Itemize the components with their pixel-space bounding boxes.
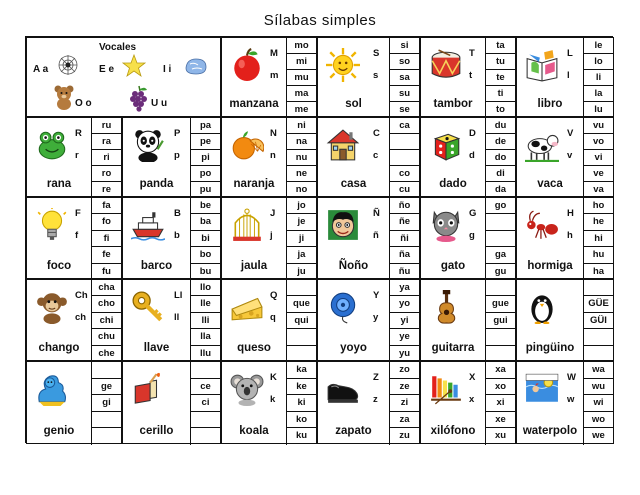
letter-upper: Ñ	[373, 208, 380, 219]
letter-upper: J	[270, 208, 276, 219]
word-label: chango	[38, 342, 80, 354]
syllable-box: GÜI	[583, 313, 613, 329]
word-label: llave	[143, 342, 170, 354]
syllable-box: mi	[286, 54, 316, 70]
syllable-box: llo	[190, 280, 220, 296]
card-22	[26, 361, 122, 444]
syllable-box	[286, 280, 316, 296]
syllable-box: vo	[583, 134, 613, 150]
syllable-box	[485, 280, 515, 296]
word-label: yoyo	[340, 342, 367, 354]
card-14	[420, 197, 516, 279]
boy-face-icon	[326, 208, 360, 242]
syllable-box: lle	[190, 296, 220, 312]
syllable-box: zo	[389, 362, 419, 379]
letter-upper: C	[373, 128, 380, 139]
syllable-box: que	[286, 296, 316, 312]
syllable-box: we	[583, 428, 613, 445]
syllable-box: gue	[485, 296, 515, 312]
letter-lower: h	[567, 230, 573, 241]
syllable-box: fe	[91, 247, 121, 263]
letter-upper: Ch	[75, 290, 88, 301]
syllable-box: ya	[389, 280, 419, 296]
syllable-box: fu	[91, 264, 121, 280]
syllable-box: sa	[389, 70, 419, 86]
word-label: gato	[440, 260, 466, 272]
ship-icon	[131, 208, 165, 242]
syllable-box: che	[91, 346, 121, 362]
syllable-box: ja	[286, 247, 316, 263]
letter-lower: f	[75, 230, 79, 241]
syllable-box: ji	[286, 231, 316, 247]
syllable-box: pu	[190, 182, 220, 198]
cage-icon	[230, 208, 264, 242]
syllable-box: bi	[190, 231, 220, 247]
letter-lower: ch	[75, 312, 87, 323]
grapes-icon	[129, 84, 149, 112]
syllable-box: ci	[190, 395, 220, 412]
syllable-box: fo	[91, 214, 121, 230]
syllable-box: zu	[389, 428, 419, 445]
syllable-box: xu	[485, 428, 515, 445]
syllable-box: ma	[286, 86, 316, 102]
cow-icon	[525, 128, 559, 162]
word-label: cerillo	[139, 425, 174, 437]
syllable-box: fi	[91, 231, 121, 247]
syllable-box	[485, 214, 515, 230]
match-icon	[131, 372, 165, 406]
syllable-box: ta	[485, 38, 515, 54]
card-24	[221, 361, 317, 444]
syllable-box: ju	[286, 264, 316, 280]
syllable-box: lla	[190, 329, 220, 345]
card-13	[317, 197, 420, 279]
syllable-box: wi	[583, 395, 613, 412]
syllable-box: ki	[286, 395, 316, 412]
syllable-box: wo	[583, 412, 613, 429]
word-label: koala	[239, 425, 269, 437]
syllable-box: na	[286, 134, 316, 150]
syllable-box: tu	[485, 54, 515, 70]
syllable-box: te	[485, 70, 515, 86]
card-9	[516, 117, 614, 197]
card-6	[221, 117, 317, 197]
syllable-box	[485, 346, 515, 362]
card-7	[317, 117, 420, 197]
syllable-box: va	[583, 182, 613, 198]
letter-lower: ll	[174, 312, 180, 323]
syllable-box: li	[583, 70, 613, 86]
word-label: jaula	[240, 260, 268, 272]
card-0	[221, 37, 317, 117]
syllable-box: be	[190, 198, 220, 214]
ice-icon	[183, 56, 209, 76]
word-label: panda	[139, 178, 174, 190]
letter-upper: V	[567, 128, 574, 139]
syllable-box	[190, 428, 220, 445]
vowels-label: Vocales	[99, 42, 137, 53]
syllable-box: me	[286, 102, 316, 118]
syllable-box: hi	[583, 231, 613, 247]
syllable-box: so	[389, 54, 419, 70]
sun-icon	[326, 48, 360, 82]
letter-upper: T	[469, 48, 475, 59]
orange-icon	[230, 128, 264, 162]
syllable-box: ka	[286, 362, 316, 379]
penguin-icon	[525, 290, 559, 324]
card-27	[516, 361, 614, 444]
syllable-box: pe	[190, 134, 220, 150]
cat-icon	[429, 208, 463, 242]
syllable-box: gui	[485, 313, 515, 329]
syllable-box: ri	[91, 150, 121, 166]
syllable-box: je	[286, 214, 316, 230]
syllable-box	[583, 329, 613, 345]
letter-upper: G	[469, 208, 477, 219]
letter-lower: r	[75, 150, 79, 161]
letter-upper: Ll	[174, 290, 183, 301]
syllable-box: de	[485, 134, 515, 150]
syllable-box: llu	[190, 346, 220, 362]
vowel-o: O o	[75, 98, 92, 109]
syllable-box: do	[485, 150, 515, 166]
card-5	[122, 117, 221, 197]
syllable-box: vu	[583, 118, 613, 134]
letter-upper: W	[567, 372, 576, 383]
card-23	[122, 361, 221, 444]
syllable-box: qui	[286, 313, 316, 329]
syllable-box	[485, 231, 515, 247]
apple-icon	[230, 48, 264, 82]
letter-lower: q	[270, 312, 276, 323]
word-label: queso	[237, 342, 271, 354]
letter-lower: n	[270, 150, 276, 161]
syllable-box	[91, 412, 121, 429]
letter-upper: R	[75, 128, 82, 139]
syllable-box: ro	[91, 166, 121, 182]
word-label: hormiga	[527, 260, 573, 272]
syllable-box: ñu	[389, 264, 419, 280]
word-label: libro	[537, 98, 563, 110]
syllable-box: ku	[286, 428, 316, 445]
word-label: manzana	[229, 98, 279, 110]
letter-lower: k	[270, 394, 276, 405]
letter-upper: S	[373, 48, 380, 59]
syllable-box: da	[485, 182, 515, 198]
letter-lower: ñ	[373, 230, 379, 241]
syllable-box: se	[389, 102, 419, 118]
card-11	[122, 197, 221, 279]
page-title: Sílabas simples	[263, 12, 377, 29]
letter-lower: l	[567, 70, 570, 81]
syllable-box: ve	[583, 166, 613, 182]
syllable-box: no	[286, 182, 316, 198]
syllable-box: su	[389, 86, 419, 102]
letter-lower: v	[567, 150, 573, 161]
syllable-box: pa	[190, 118, 220, 134]
syllable-box: cha	[91, 280, 121, 296]
syllable-box: ño	[389, 198, 419, 214]
letter-upper: P	[174, 128, 181, 139]
word-label: vaca	[537, 178, 563, 190]
word-label: barco	[140, 260, 173, 272]
word-label: naranja	[233, 178, 275, 190]
word-label: guitarra	[431, 342, 475, 354]
syllable-box: yi	[389, 313, 419, 329]
syllable-box: ze	[389, 379, 419, 396]
letter-lower: p	[174, 150, 180, 161]
card-2	[420, 37, 516, 117]
syllable-box: gi	[91, 395, 121, 412]
syllable-box: go	[485, 198, 515, 214]
letter-upper: Q	[270, 290, 278, 301]
letter-lower: g	[469, 230, 475, 241]
letter-lower: c	[373, 150, 379, 161]
syllable-box: si	[389, 38, 419, 54]
syllable-box: xo	[485, 379, 515, 396]
syllable-box: cu	[389, 182, 419, 198]
syllable-box: di	[485, 166, 515, 182]
house-icon	[326, 128, 360, 162]
syllable-box: ga	[485, 247, 515, 263]
syllable-box: lo	[583, 54, 613, 70]
syllable-box: ra	[91, 134, 121, 150]
card-12	[221, 197, 317, 279]
bear-icon	[53, 84, 75, 110]
syllable-box: yu	[389, 346, 419, 362]
word-label: tambor	[433, 98, 473, 110]
syllable-box: gu	[485, 264, 515, 280]
syllable-box: po	[190, 166, 220, 182]
letter-upper: H	[567, 208, 574, 219]
letter-lower: z	[373, 394, 378, 405]
genie-icon	[35, 372, 69, 406]
syllable-board	[25, 36, 613, 443]
card-1	[317, 37, 420, 117]
syllable-box: jo	[286, 198, 316, 214]
card-4	[26, 117, 122, 197]
syllable-box: ni	[286, 118, 316, 134]
word-label: waterpolo	[522, 425, 578, 437]
letter-upper: N	[270, 128, 277, 139]
card-25	[317, 361, 420, 444]
syllable-box: wa	[583, 362, 613, 379]
book-icon	[525, 48, 559, 82]
syllable-box	[91, 428, 121, 445]
spider-web-icon	[57, 52, 79, 78]
yoyo-icon	[326, 290, 360, 324]
syllable-box	[91, 362, 121, 379]
syllable-box: le	[583, 38, 613, 54]
dice-icon	[429, 128, 463, 162]
syllable-box: ñe	[389, 214, 419, 230]
syllable-box: za	[389, 412, 419, 429]
word-label: Ñoño	[338, 260, 369, 272]
key-icon	[131, 290, 165, 324]
monkey-icon	[35, 290, 69, 324]
waterpolo-icon	[525, 372, 559, 406]
syllable-box: hu	[583, 247, 613, 263]
guitar-icon	[429, 290, 463, 324]
panda-icon	[131, 128, 165, 162]
letter-upper: Y	[373, 290, 380, 301]
frog-icon	[35, 128, 69, 162]
syllable-box	[286, 329, 316, 345]
syllable-box	[286, 346, 316, 362]
syllable-box: ge	[91, 379, 121, 396]
card-8	[420, 117, 516, 197]
vowels-cell	[26, 37, 221, 117]
syllable-box: ne	[286, 166, 316, 182]
syllable-box: ke	[286, 379, 316, 396]
syllable-box: to	[485, 102, 515, 118]
syllable-box: nu	[286, 150, 316, 166]
koala-icon	[230, 372, 264, 406]
syllable-box: fa	[91, 198, 121, 214]
syllable-box: ko	[286, 412, 316, 429]
bulb-icon	[35, 208, 69, 242]
letter-lower: b	[174, 230, 180, 241]
letter-upper: D	[469, 128, 476, 139]
syllable-box: ba	[190, 214, 220, 230]
syllable-box: ti	[485, 86, 515, 102]
letter-upper: X	[469, 372, 476, 383]
syllable-box: co	[389, 166, 419, 182]
syllable-box: xi	[485, 395, 515, 412]
syllable-box: zi	[389, 395, 419, 412]
syllable-box: xe	[485, 412, 515, 429]
drum-icon	[429, 48, 463, 82]
word-label: xilófono	[430, 425, 476, 437]
card-10	[26, 197, 122, 279]
cheese-icon	[230, 290, 264, 324]
ant-icon	[525, 208, 559, 242]
xylophone-icon	[429, 372, 463, 406]
syllable-box	[389, 150, 419, 166]
syllable-box: wu	[583, 379, 613, 396]
syllable-box: mo	[286, 38, 316, 54]
letter-upper: K	[270, 372, 277, 383]
card-15	[516, 197, 614, 279]
syllable-box: bu	[190, 264, 220, 280]
shoe-icon	[326, 372, 360, 406]
syllable-box: bo	[190, 247, 220, 263]
word-label: sol	[345, 98, 362, 110]
syllable-box: re	[91, 182, 121, 198]
card-19	[317, 279, 420, 361]
vowel-e: E e	[99, 64, 115, 75]
syllable-box: la	[583, 86, 613, 102]
syllable-box: ña	[389, 247, 419, 263]
card-16	[26, 279, 122, 361]
syllable-box	[389, 134, 419, 150]
syllable-box: du	[485, 118, 515, 134]
syllable-box: chu	[91, 329, 121, 345]
syllable-box: chi	[91, 313, 121, 329]
syllable-box: GÜE	[583, 296, 613, 312]
vowel-u: U u	[151, 98, 168, 109]
letter-upper: B	[174, 208, 181, 219]
syllable-box: mu	[286, 70, 316, 86]
word-label: pingüino	[525, 342, 575, 354]
word-label: zapato	[335, 425, 372, 437]
letter-upper: M	[270, 48, 278, 59]
syllable-box	[190, 362, 220, 379]
word-label: casa	[340, 178, 367, 190]
syllable-box: vi	[583, 150, 613, 166]
syllable-box: ho	[583, 198, 613, 214]
letter-upper: L	[567, 48, 573, 59]
letter-lower: t	[469, 70, 473, 81]
syllable-box	[190, 412, 220, 429]
letter-lower: x	[469, 394, 475, 405]
syllable-box: ye	[389, 329, 419, 345]
star-icon	[122, 54, 146, 78]
syllable-box: pi	[190, 150, 220, 166]
card-26	[420, 361, 516, 444]
card-17	[122, 279, 221, 361]
letter-lower: j	[270, 230, 273, 241]
syllable-box: ca	[389, 118, 419, 134]
word-label: dado	[439, 178, 467, 190]
letter-lower: d	[469, 150, 475, 161]
syllable-box: xa	[485, 362, 515, 379]
letter-lower: m	[270, 70, 279, 81]
syllable-box: ru	[91, 118, 121, 134]
syllable-box: ñi	[389, 231, 419, 247]
syllable-box	[583, 346, 613, 362]
vowel-i: I i	[163, 64, 172, 75]
syllable-box: yo	[389, 296, 419, 312]
card-21	[516, 279, 614, 361]
word-label: genio	[43, 425, 75, 437]
letter-lower: y	[373, 312, 379, 323]
syllable-box: lli	[190, 313, 220, 329]
letter-upper: F	[75, 208, 81, 219]
letter-upper: Z	[373, 372, 379, 383]
syllable-box: he	[583, 214, 613, 230]
letter-lower: s	[373, 70, 379, 81]
vowel-a: A a	[33, 64, 49, 75]
syllable-box: lu	[583, 102, 613, 118]
card-3	[516, 37, 614, 117]
syllable-box: ha	[583, 264, 613, 280]
syllable-box	[485, 329, 515, 345]
word-label: rana	[46, 178, 72, 190]
letter-lower: w	[567, 394, 575, 405]
syllable-box: ce	[190, 379, 220, 396]
word-label: foco	[46, 260, 72, 272]
syllable-box	[583, 280, 613, 296]
card-18	[221, 279, 317, 361]
card-20	[420, 279, 516, 361]
syllable-box: cho	[91, 296, 121, 312]
